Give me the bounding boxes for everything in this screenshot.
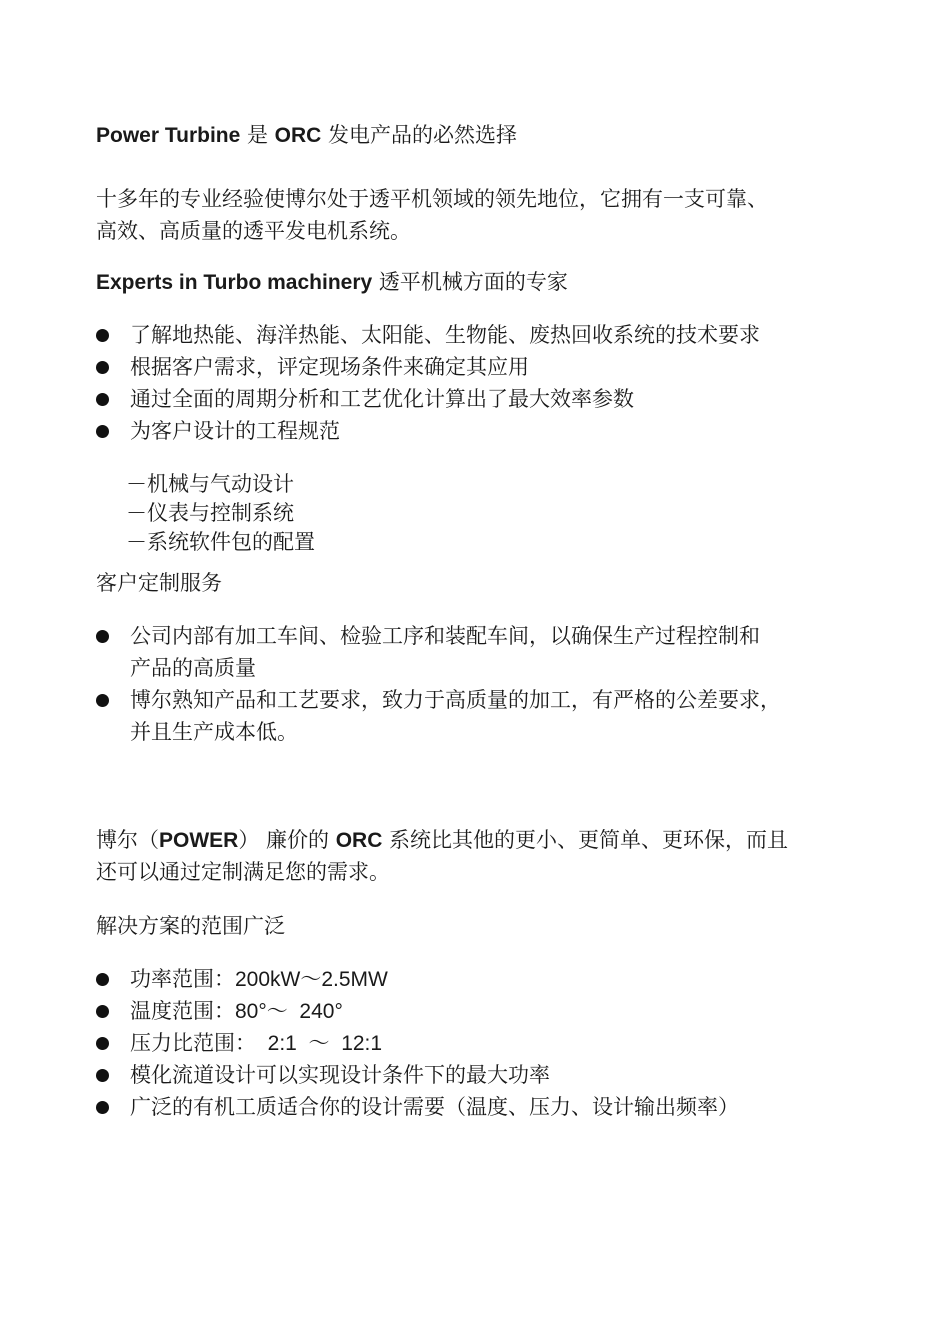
- power-part3: 系统比其他的更小、更简单、更环保，而且: [382, 828, 789, 852]
- list-item: [96, 1027, 896, 1059]
- spec-item: －仪表与控制系统: [126, 501, 294, 525]
- intro-line-2: 高效、高质量的透平发电机系统。: [96, 219, 411, 243]
- bullet-icon: [96, 1069, 109, 1082]
- bullet-text: 模化流道设计可以实现设计条件下的最大功率: [130, 1063, 550, 1087]
- bullet-text: [130, 995, 343, 1028]
- heading-cjk-2: 发电产品的必然选择: [321, 123, 518, 147]
- list-item: [96, 383, 896, 415]
- experts-latin: Experts in Turbo machinery: [96, 271, 373, 294]
- heading-latin: Power Turbine: [96, 124, 241, 147]
- bullet-text: 通过全面的周期分析和工艺优化计算出了最大效率参数: [130, 387, 634, 411]
- list-item: [96, 684, 896, 748]
- list-item: [96, 415, 896, 447]
- spec-item: －机械与气动设计: [126, 472, 294, 496]
- experts-cjk: 透平机械方面的专家: [372, 270, 568, 294]
- power-orc: ORC: [335, 829, 383, 852]
- bullet-text: 了解地热能、海洋热能、太阳能、生物能、废热回收系统的技术要求: [130, 323, 760, 347]
- solutions-heading: 解决方案的范围广泛: [96, 914, 285, 938]
- bullet-icon: [96, 1101, 109, 1114]
- bullet-text: 广泛的有机工质适合你的设计需要（温度、压力、设计输出频率）: [130, 1095, 739, 1119]
- bullet-text: 为客户设计的工程规范: [130, 419, 340, 443]
- list-item: [96, 963, 896, 995]
- bullet-icon: [96, 973, 109, 986]
- heading-cjk-1: 是: [240, 123, 275, 147]
- bullet-icon: [96, 1037, 109, 1050]
- bullet-text-cont: 并且生产成本低。: [130, 720, 298, 744]
- bullet-text: [130, 1027, 382, 1060]
- bullet-text: 博尔熟知产品和工艺要求，致力于高质量的加工，有严格的公差要求，: [130, 688, 781, 712]
- power-part2: ） 廉价的: [238, 828, 336, 852]
- bullet-icon: [96, 630, 109, 643]
- solution-value: 200kW～2.5MW: [235, 968, 388, 991]
- power-part1: 博尔（: [96, 828, 159, 852]
- list-item: [96, 319, 896, 351]
- bullet-icon: [96, 425, 109, 438]
- bullet-icon: [96, 1005, 109, 1018]
- power-brand: POWER: [159, 829, 239, 852]
- bullet-text: 根据客户需求，评定现场条件来确定其应用: [130, 355, 529, 379]
- heading-orc: ORC: [274, 124, 322, 147]
- bullet-icon: [96, 694, 109, 707]
- solution-value: 80°～ 240°: [235, 1000, 343, 1023]
- solution-label: 压力比范围：: [130, 1031, 256, 1055]
- list-item: [96, 1091, 896, 1123]
- bullet-text-cont: 产品的高质量: [130, 656, 256, 680]
- spec-item: －系统软件包的配置: [126, 530, 315, 554]
- list-item: [96, 351, 896, 383]
- bullet-text: [130, 963, 388, 996]
- list-item: [96, 1059, 896, 1091]
- list-item: [96, 995, 896, 1027]
- bullet-icon: [96, 361, 109, 374]
- intro-line-1: 十多年的专业经验使博尔处于透平机领域的领先地位，它拥有一支可靠、: [96, 187, 768, 211]
- list-item: [96, 620, 896, 684]
- bullet-icon: [96, 393, 109, 406]
- heading-experts: [96, 266, 568, 299]
- power-para-line-2: 还可以通过定制满足您的需求。: [96, 860, 390, 884]
- heading-power-turbine: [96, 119, 517, 152]
- solution-label: 功率范围：: [130, 967, 235, 991]
- solution-value: 2:1 ～ 12:1: [256, 1032, 383, 1055]
- custom-service-heading: 客户定制服务: [96, 571, 222, 595]
- solution-label: 温度范围：: [130, 999, 235, 1023]
- bullet-icon: [96, 329, 109, 342]
- bullet-text: 公司内部有加工车间、检验工序和装配车间，以确保生产过程控制和: [130, 624, 760, 648]
- power-para-line-1: [96, 824, 788, 857]
